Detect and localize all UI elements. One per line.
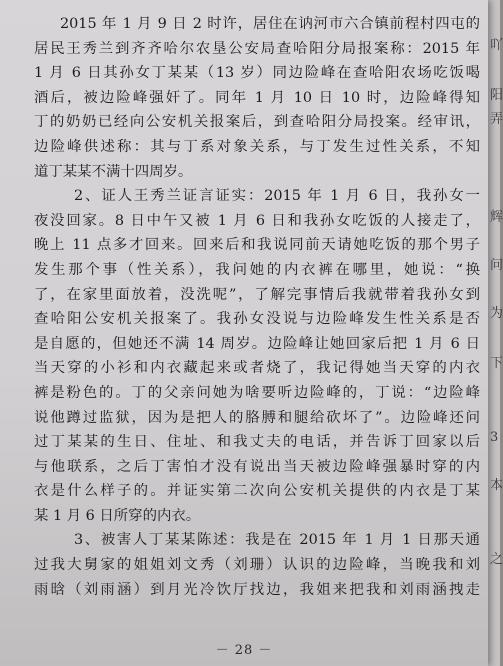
text-line: 了，在家里面放着，没洗呢”，了解完事情后我就带着我孙女到 bbox=[34, 286, 480, 303]
text-line: 3、被害人丁某某陈述：我是在 2015 年 1 月 1 日那天通 bbox=[74, 532, 480, 549]
adjacent-page-glyph: 弄 bbox=[490, 112, 503, 127]
text-line: 道丁某某不满十四周岁。 bbox=[34, 163, 193, 180]
text-line: 居民王秀兰到齐齐哈尔农垦公安局查哈阳分局报案称：2015 年 bbox=[34, 40, 480, 57]
text-line: 裤是粉色的。丁的父亲问她为啥要听边险峰的，丁说：“边险峰 bbox=[34, 384, 480, 401]
text-line: 雨晗（刘雨涵）到月光冷饮厅找边，我姐来把我和刘雨涵拽走 bbox=[34, 581, 480, 598]
adjacent-page-glyph: 为 bbox=[490, 306, 503, 321]
adjacent-page-glyph: 吖 bbox=[490, 38, 503, 53]
adjacent-page-glyph: 辉 bbox=[490, 210, 503, 225]
body-text bbox=[34, 12, 480, 602]
paragraph-victim-statement bbox=[34, 528, 480, 602]
text-line: 1 月 6 日其孙女丁某某（13 岁）同边险峰在查哈阳农场吃饭喝 bbox=[34, 65, 480, 82]
text-line: 说他蹲过监狱，因为是把人的胳膊和腿给砍坏了”。边险峰还问 bbox=[34, 409, 480, 426]
text-line: 丁的奶奶已经向公安机关报案后，到查哈阳分局投案。经审讯， bbox=[34, 114, 480, 131]
text-line: 是自愿的，但她还不满 14 周岁。边险峰让她回家后把 1 月 6 日 bbox=[34, 335, 480, 352]
text-line: 酒后，被边险峰强奸了。同年 1 月 10 日 10 时，边险峰得知 bbox=[34, 89, 480, 106]
text-line: 衣是什么样子的。并证实第二次向公安机关提供的内衣是丁某 bbox=[34, 483, 480, 500]
adjacent-page-glyph: 问 bbox=[490, 258, 503, 273]
adjacent-page-glyph: 下 bbox=[490, 356, 503, 371]
page-number: － 28 － bbox=[215, 643, 273, 658]
adjacent-page-glyph: 本 bbox=[490, 478, 503, 493]
adjacent-page-glyph: 3 bbox=[490, 430, 499, 445]
text-line: 过我大舅家的姐姐刘文秀（刘珊）认识的边险峰，当晚我和刘 bbox=[34, 557, 480, 574]
text-line: 夜没回家。8 日中午又被 1 月 6 日和我孙女吃饭的人接走了， bbox=[34, 212, 480, 229]
text-line: 某 1 月 6 日所穿的内衣。 bbox=[34, 507, 201, 524]
paragraph-case-summary bbox=[34, 12, 480, 184]
text-line: 当天穿的小衫和内衣藏起来或者烧了，我记得她当天穿的内衣 bbox=[34, 360, 480, 377]
text-line: 过丁某某的生日、住址、和我丈夫的电话，并告诉丁回家以后 bbox=[34, 434, 480, 451]
paragraph-witness-testimony bbox=[34, 184, 480, 528]
text-line: 查哈阳公安机关报案了。我孙女没说与边险峰发生性关系是否 bbox=[34, 311, 480, 328]
adjacent-page-glyph: 阳 bbox=[490, 88, 503, 103]
text-line: 2、证人王秀兰证言证实：2015 年 1 月 6 日，我孙女一 bbox=[74, 188, 480, 205]
text-line: 与他联系，之后丁害怕才没有说出当天被边险峰强暴时穿的内 bbox=[34, 458, 480, 475]
text-line: 边险峰供述称：其与丁系对象关系，与丁发生过性关系，不知 bbox=[34, 138, 480, 155]
text-line: 晚上 11 点多才回来。回来后和我说同前天请她吃饭的那个男子 bbox=[34, 237, 480, 254]
adjacent-page-glyph: 之 bbox=[490, 552, 503, 567]
text-line: 发生那个事（性关系），我问她的内衣裤在哪里，她说：“换 bbox=[34, 261, 480, 278]
text-line: 2015 年 1 月 9 日 2 时许，居住在讷河市六合镇前程村四屯的 bbox=[60, 16, 480, 32]
